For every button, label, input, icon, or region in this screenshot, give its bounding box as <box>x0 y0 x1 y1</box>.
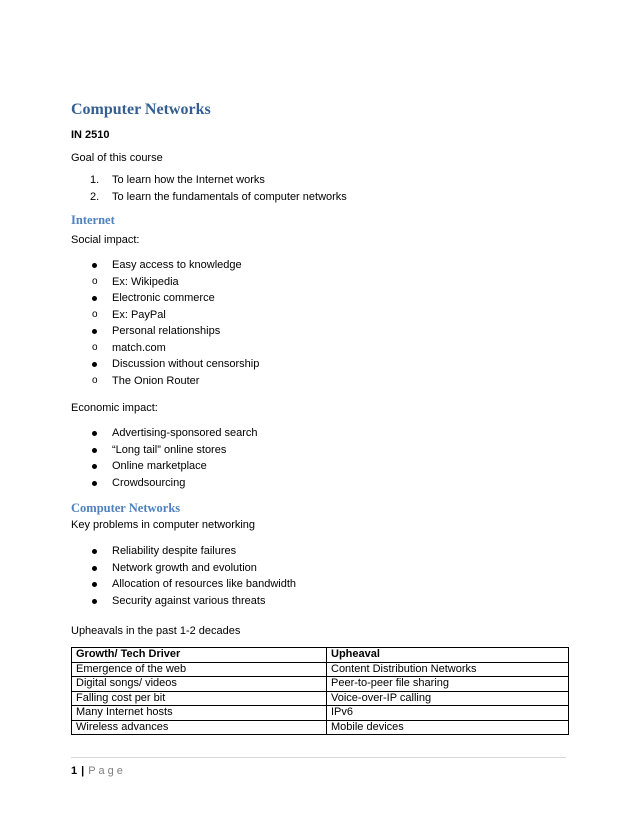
bullet-icon <box>92 464 97 469</box>
list-item: “Long tail” online stores <box>112 442 258 459</box>
bullet-icon <box>92 582 97 587</box>
bullet-icon <box>92 329 97 334</box>
bullet-icon <box>92 599 97 604</box>
table-row <box>72 662 569 677</box>
list-item: Allocation of resources like bandwidth <box>112 576 296 593</box>
table-row <box>72 691 569 706</box>
bullet-icon <box>92 431 97 436</box>
upheavals-label: Upheavals in the past 1-2 decades <box>71 625 241 637</box>
goal-item-1: 1. To learn how the Internet works <box>90 174 265 186</box>
table-row <box>72 720 569 735</box>
page-footer <box>71 765 126 777</box>
table-cell: Peer-to-peer file sharing <box>327 677 569 692</box>
sub-list-item: o The Onion Router <box>74 373 259 390</box>
table-cell: Content Distribution Networks <box>327 662 569 677</box>
goal-heading: Goal of this course <box>71 152 163 164</box>
circle-bullet-icon: o <box>92 308 98 320</box>
bullet-icon <box>92 448 97 453</box>
list-item: Easy access to knowledge <box>112 257 259 274</box>
goals-list <box>90 172 347 205</box>
list-item: Crowdsourcing <box>112 475 258 492</box>
social-impact-list <box>92 257 260 389</box>
footer-separator: | <box>81 765 85 777</box>
table-header-cell: Upheaval <box>327 648 569 663</box>
sub-list-item: o Ex: PayPal <box>74 307 259 324</box>
section-heading-computer-networks: Computer Networks <box>71 501 181 515</box>
list-item: Online marketplace <box>112 458 258 475</box>
key-problems-label: Key problems in computer networking <box>71 519 256 531</box>
table-cell: Emergence of the web <box>72 662 327 677</box>
table-row <box>72 706 569 721</box>
key-problems-list <box>112 543 296 609</box>
page-number: 1 <box>71 765 78 777</box>
table-cell: Mobile devices <box>327 720 569 735</box>
table-row <box>72 677 569 692</box>
table-cell: IPv6 <box>327 706 569 721</box>
sub-list-item: o match.com <box>74 340 259 357</box>
table-cell: Voice-over-IP calling <box>327 691 569 706</box>
upheavals-table <box>71 647 569 735</box>
table-header-cell: Growth/ Tech Driver <box>72 648 327 663</box>
bullet-icon <box>92 549 97 554</box>
social-impact-label: Social impact: <box>71 234 140 246</box>
economic-impact-list <box>112 425 258 491</box>
bullet-icon <box>92 566 97 571</box>
bullet-icon <box>92 481 97 486</box>
list-item: Personal relationships <box>112 323 259 340</box>
table-cell: Falling cost per bit <box>72 691 327 706</box>
circle-bullet-icon: o <box>92 374 98 386</box>
table-cell: Many Internet hosts <box>72 706 327 721</box>
goal-item-2: 2. To learn the fundamentals of computer networks <box>90 190 347 203</box>
table-header-row <box>72 648 569 663</box>
list-item: Network growth and evolution <box>112 560 296 577</box>
bullet-icon <box>92 362 97 367</box>
page-word: Page <box>88 765 126 777</box>
course-code: IN 2510 <box>71 129 110 141</box>
table-cell: Digital songs/ videos <box>72 677 327 692</box>
list-item: Reliability despite failures <box>112 543 296 560</box>
sub-list-item: o Ex: Wikipedia <box>74 274 259 291</box>
page-title: Computer Networks <box>71 101 211 118</box>
footer-divider <box>71 757 566 758</box>
bullet-icon <box>92 263 97 268</box>
list-item: Electronic commerce <box>112 290 259 307</box>
economic-impact-label: Economic impact: <box>71 402 158 414</box>
table-cell: Wireless advances <box>72 720 327 735</box>
section-heading-internet: Internet <box>71 213 115 227</box>
bullet-icon <box>92 296 97 301</box>
list-item: Advertising-sponsored search <box>112 425 258 442</box>
list-item: Discussion without censorship <box>112 356 259 373</box>
circle-bullet-icon: o <box>92 341 98 353</box>
circle-bullet-icon: o <box>92 275 98 287</box>
list-item: Security against various threats <box>112 593 296 610</box>
